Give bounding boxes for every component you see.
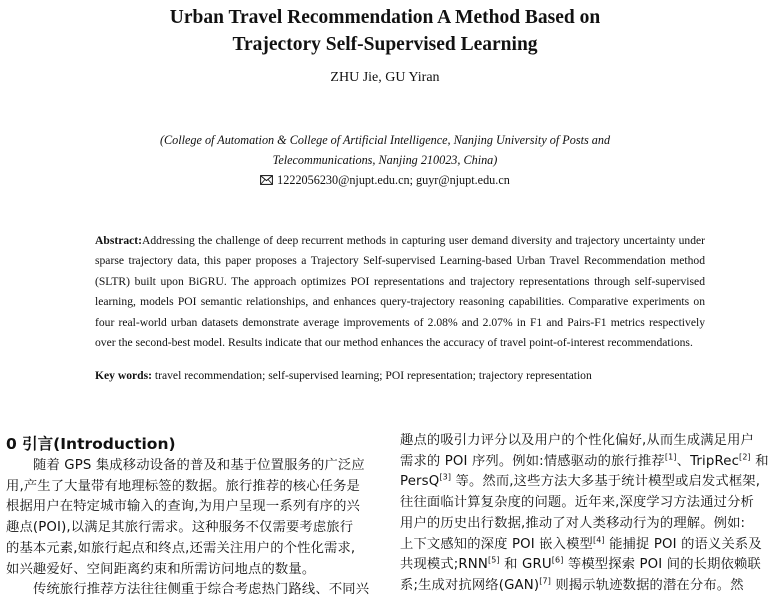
paragraph-line: 根据用户在特定城市输入的查询,为用户呈现一系列有序的兴 (6, 499, 360, 515)
envelope-icon (260, 175, 273, 185)
title-line-1: Urban Travel Recommendation A Method Based on (169, 7, 601, 28)
email-addresses[interactable]: 1222056230@njupt.edu.cn; guyr@njupt.edu.cn (277, 173, 510, 187)
paragraph-line: 如兴趣爱好、空间距离约束和所需访问地点的数量。 (6, 561, 316, 577)
paragraph-line: 趣点的吸引力评分以及用户的个性化偏好,从而生成满足用户 (400, 433, 754, 448)
citation[interactable]: [1] (664, 452, 677, 462)
abstract-label: Abstract: (95, 234, 143, 247)
abstract (67, 231, 705, 353)
title-line-2: Trajectory Self-Supervised Learning (232, 34, 538, 55)
paragraph-line: 用户的历史出行数据,推动了对人类移动行为的理解。例如: (400, 515, 746, 531)
paragraph-line: 用,产生了大量带有地理标签的数据。旅行推荐的核心任务是 (6, 478, 360, 494)
text-run: 需求的 POI 序列。例如:情感驱动的旅行推荐 (400, 453, 665, 469)
left-column (6, 456, 374, 601)
text-run: 系;生成对抗网络(GAN) (400, 577, 540, 593)
text-run: PersQ (400, 474, 440, 490)
text-run: 、TripRec (676, 453, 740, 469)
text-run: 共现模式;RNN (400, 557, 488, 573)
citation[interactable]: [3] (439, 472, 452, 482)
citation[interactable]: [7] (539, 576, 552, 586)
email-line (0, 170, 770, 190)
citation[interactable]: [2] (739, 452, 751, 462)
citation[interactable]: [4] (592, 535, 605, 545)
text-run: 则揭示轨迹数据的潜在分布。然 (551, 577, 744, 593)
text-run: 等模型探索 POI 间的长期依赖联 (563, 557, 761, 573)
paragraph-line (400, 576, 766, 597)
text-run: 上下文感知的深度 POI 嵌入模型 (400, 536, 593, 552)
text-run: 和 (750, 453, 769, 469)
paper-title (0, 4, 770, 58)
affiliation-line-1: (College of Automation & College of Artificial Intelligence, Nanjing University of Posts and (159, 133, 611, 147)
paragraph-line (400, 535, 766, 556)
text-run: 等。然而,这些方法大多基于统计模型或启发式框架, (451, 474, 761, 490)
keywords-text: travel recommendation; self-supervised learning; POI representation; trajectory representation (154, 369, 592, 382)
paragraph-line: 趣点(POI),以满足其旅行需求。这种服务不仅需要考虑旅行 (6, 520, 354, 536)
citation[interactable]: [6] (551, 555, 564, 565)
authors: ZHU Jie, GU Yiran (330, 70, 440, 85)
paragraph-line: 往往面临计算复杂度的问题。近年来,深度学习方法通过分析 (400, 495, 754, 511)
text-run: 和 GRU (499, 557, 552, 573)
keywords (95, 366, 715, 386)
text-run: 能捕捉 POI 的语义关系及 (604, 536, 762, 552)
abstract-text: Addressing the challenge of deep recurrent methods in capturing user demand diversity and trajectory uncertainty under sparse trajectory data, this paper proposes a Trajectory Self-supervised Learning-based Urban Travel Recommendation method (SLTR) built upon BiGRU. The approach optimizes POI representations and trajectory representations through self-supervised learning, models POI semantic relationships, and enhances query-trajectory reasoning capabilities. Comparative experiments on four real-world urban datasets demonstrate average improvements of 2.08% and 2.07% in F1 and Pairs-F1 metrics respectively over the second-best model. Results indicate that our method enhances the accuracy of travel point-of-interest recommendations. (95, 234, 705, 350)
paragraph-line: 的基本元素,如旅行起点和终点,还需关注用户的个性化需求, (6, 540, 356, 556)
affiliation (0, 130, 770, 190)
section-heading: 0 引言(Introduction) (6, 435, 176, 453)
right-column (400, 431, 769, 597)
paragraph-line (400, 472, 766, 493)
citation[interactable]: [5] (488, 555, 500, 565)
affiliation-line-2: Telecommunications, Nanjing 210023, China) (272, 153, 498, 167)
paragraph-line: 随着 GPS 集成移动设备的普及和基于位置服务的广泛应 (33, 458, 365, 473)
keywords-label: Key words: (95, 369, 152, 382)
paragraph-line: 传统旅行推荐方法往往侧重于综合考虑热门路线、不同兴 (33, 582, 370, 598)
paragraph-line (400, 452, 769, 473)
paragraph-line (400, 555, 766, 576)
